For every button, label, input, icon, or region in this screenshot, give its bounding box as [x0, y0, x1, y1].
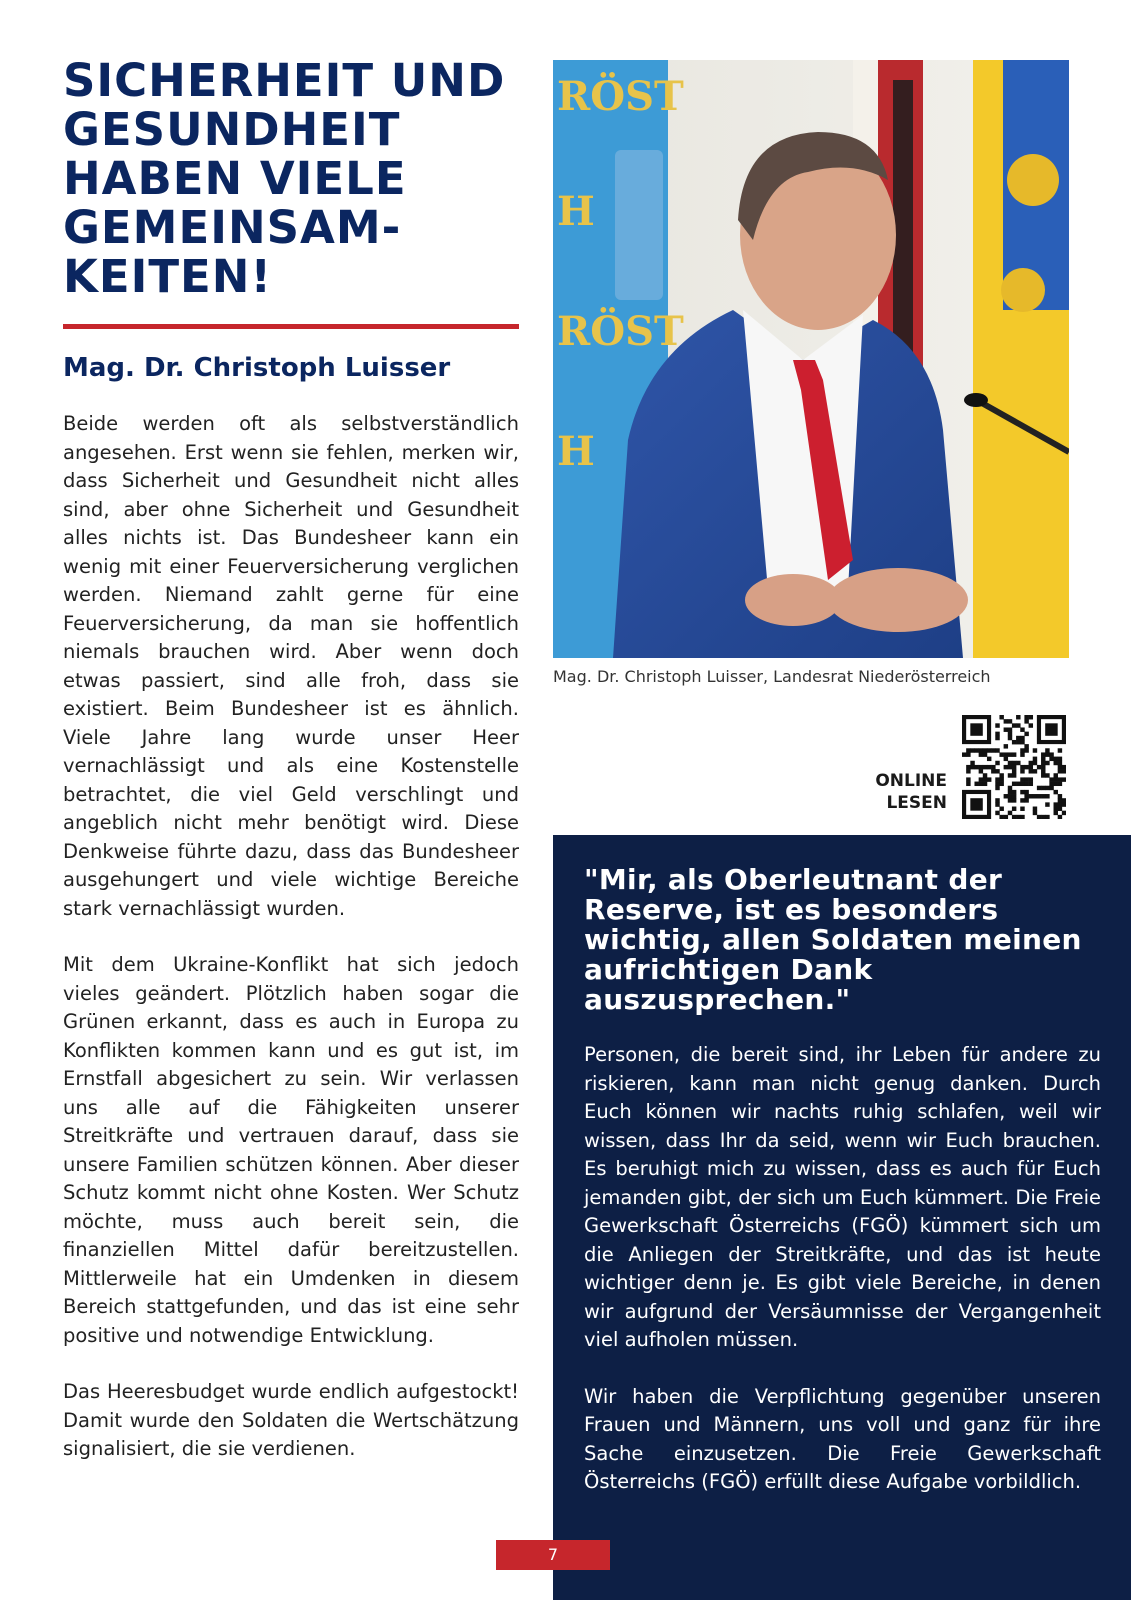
- online-lesen-label: [850, 770, 947, 814]
- online-label-line: ONLINE: [875, 771, 947, 791]
- qr-code-icon[interactable]: [962, 715, 1066, 819]
- headline-line: SICHERHEIT UND: [63, 54, 506, 107]
- banner-text: RÖST: [557, 308, 684, 355]
- headline-line: KEITEN!: [63, 250, 272, 303]
- article-headline: [63, 56, 533, 301]
- headline-line: GESUNDHEIT: [63, 103, 401, 156]
- headline-divider: [63, 324, 519, 329]
- panel-paragraph: Personen, die bereit sind, ihr Leben für andere zu riskieren, kann man nicht genug danken. Durch Euch können wir nachts ruhig schlafen, weil wir wissen, dass Ihr da seid, wenn wir Euch brauchen. Es beruhigt mich zu wissen, dass es auch für Euch jemanden gibt, der sich um Euch kümmert. Die Freie Gewerkschaft Österreichs (FGÖ) kümmert sich um die Anliegen der Streitkräfte, und das ist heute wichtiger denn je. Es gibt viele Bereiche, in denen wir aufgrund der Versäumnisse der Vergangenheit viel aufholen müssen.: [584, 1043, 1101, 1351]
- pull-quote: "Mir, als Oberleutnant der Reserve, ist es besonders wichtig, allen Soldaten meinen aufrichtigen Dank auszusprechen.": [584, 863, 1082, 1016]
- article-paragraph: Mit dem Ukraine-Konflikt hat sich jedoch vieles geändert. Plötzlich haben sogar die Grünen erkannt, dass es auch in Europa zu Konflikten kommen kann und es gut ist, im Ernstfall abgesichert zu sein. Wir verlassen uns alle auf die Fähigkeiten unserer Streitkräfte und vertrauen darauf, dass sie unsere Familien schützen können. Aber dieser Schutz kommt nicht ohne Kosten. Wer Schutz möchte, muss auch bereit sein, die finanziellen Mittel dafür bereitzustellen. Mittlerweile hat ein Umdenken in diesem Bereich stattgefunden, und das ist eine sehr positive und notwendige Entwicklung.: [63, 953, 519, 1347]
- headline-line: HABEN VIELE: [63, 152, 407, 205]
- online-label-line: LESEN: [886, 793, 947, 813]
- article-body: [63, 410, 519, 1492]
- article-paragraph: Beide werden oft als selbstverständlich angesehen. Erst wenn sie fehlen, merken wir, dass Sicherheit und Gesundheit nicht alles sind, aber ohne Sicherheit und Gesundheit alles nichts ist. Das Bundesheer kann ein wenig mit einer Feuerversicherung verglichen werden. Niemand zahlt gerne für eine Feuerversicherung, da man sie hoffentlich niemals brauchen wird. Aber wenn doch etwas passiert, sind alle froh, dass sie existiert. Beim Bundesheer ist es ähnlich. Viele Jahre lang wurde unser Heer vernachlässigt und als eine Kostenstelle betrachtet, die viel Geld verschlingt und angeblich nicht mehr benötigt wird. Diese Denkweise führte dazu, dass das Bundesheer ausgehungert und viele wichtige Bereiche stark vernachlässigt wurden.: [63, 412, 519, 920]
- page-number: 7: [496, 1540, 610, 1570]
- banner-text: RÖST: [557, 73, 684, 120]
- article-paragraph: Das Heeresbudget wurde endlich aufgestockt! Damit wurde den Soldaten die Wertschätzung signalisiert, die sie verdienen.: [63, 1380, 519, 1460]
- author-name: Mag. Dr. Christoph Luisser: [63, 353, 451, 383]
- headline-line: GEMEINSAM-: [63, 201, 402, 254]
- portrait-photo: [553, 60, 1069, 658]
- panel-paragraph: Wir haben die Verpflichtung gegenüber unseren Frauen und Männern, uns voll und ganz für ihre Sache einzusetzen. Die Freie Gewerkschaft Österreichs (FGÖ) erfüllt diese Aufgabe vorbildlich.: [584, 1384, 1101, 1493]
- banner-text: H: [557, 188, 595, 235]
- banner-text: H: [557, 428, 595, 475]
- quote-panel-body: [584, 1041, 1101, 1525]
- photo-caption: Mag. Dr. Christoph Luisser, Landesrat Niederösterreich: [553, 667, 991, 686]
